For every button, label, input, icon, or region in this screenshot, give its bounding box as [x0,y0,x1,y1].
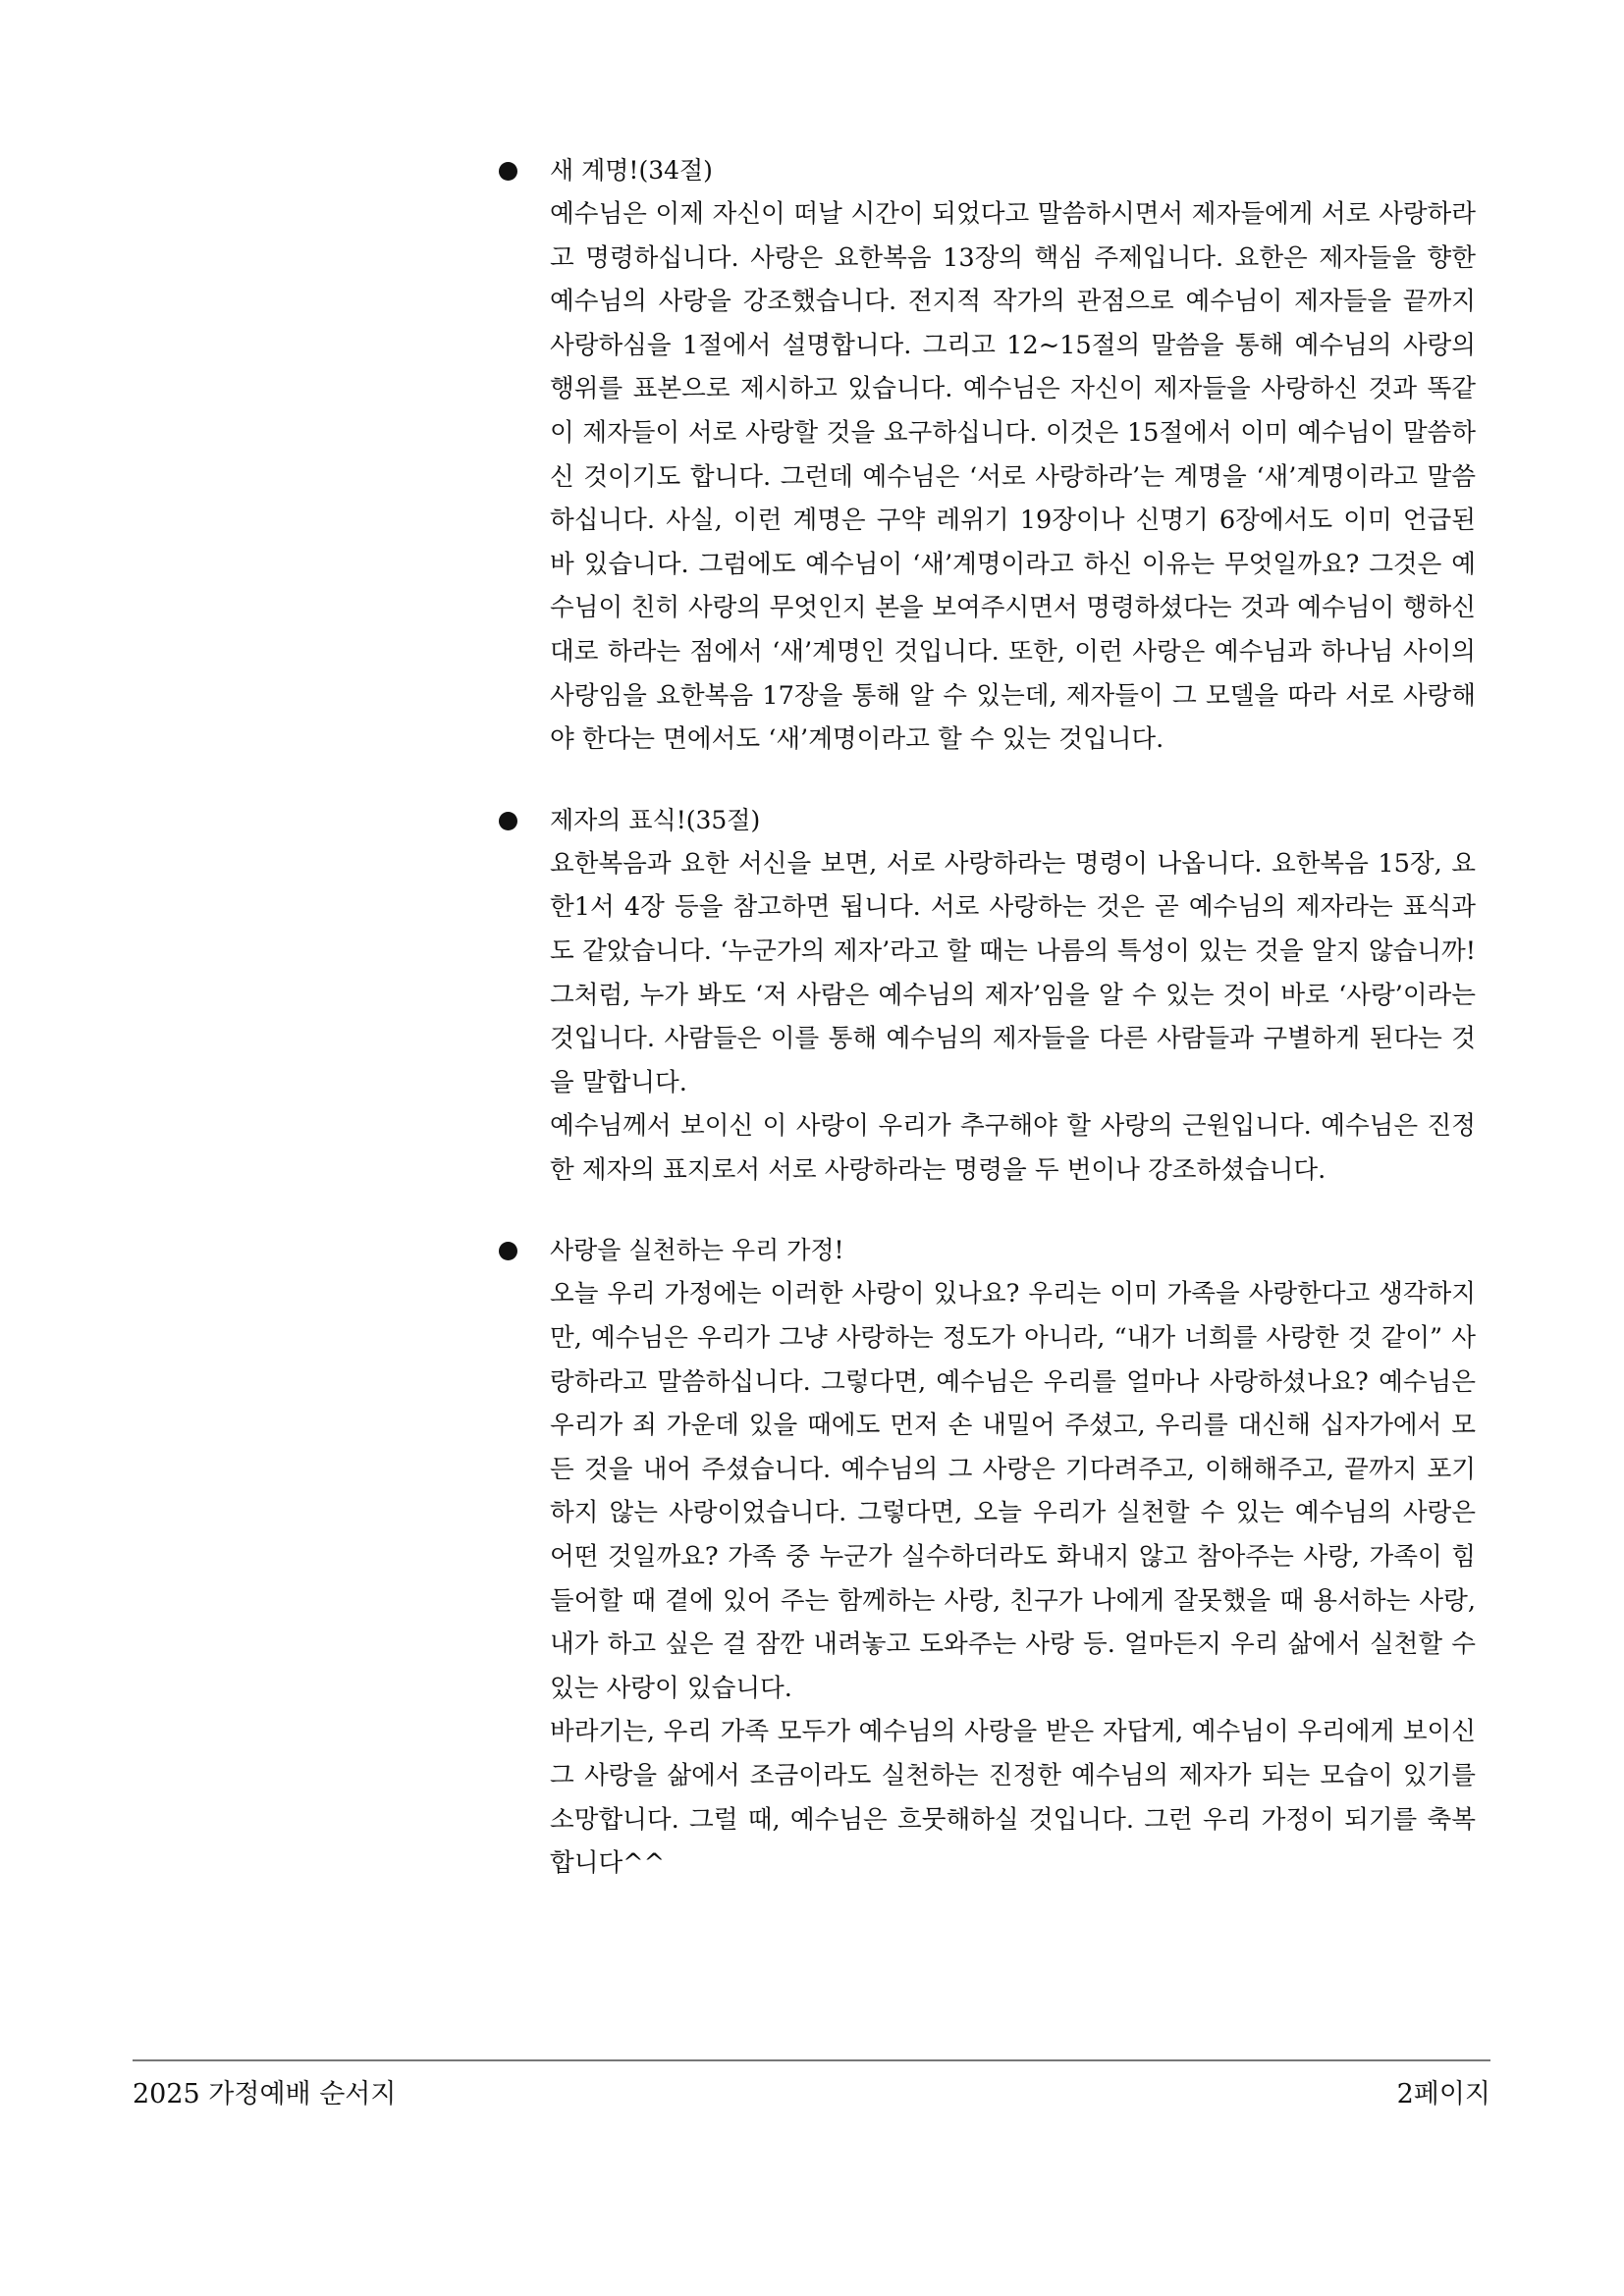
section-title: 새 계명!(34절) [550,156,713,185]
paragraph: 오늘 우리 가정에는 이러한 사랑이 있나요? 우리는 이미 가족을 사랑한다고 생각하지만, 예수님은 우리가 그냥 사랑하는 정도가 아니라, “내가 너희를 사랑한 것 같이” 사랑하라고 말씀하십니다. 그렇다면, 예수님은 우리를 얼마나 사랑하셨나요? 예수님은 우리가 죄 가운데 있을 때에도 먼저 손 내밀어 주셨고, 우리를 대신해 십자가에서 모든 것을 내어 주셨습니다. 예수님의 그 사랑은 기다려주고, 이해해주고, 끝까지 포기하지 않는 사랑이었습니다. 그렇다면, 오늘 우리가 실천할 수 있는 예수님의 사랑은 어떤 것일까요? 가족 중 누군가 실수하더라도 화내지 않고 참아주는 사랑, 가족이 힘들어할 때 곁에 있어 주는 함께하는 사랑, 친구가 나에게 잘못했을 때 용서하는 사랑, 내가 하고 싶은 걸 잠깐 내려놓고 도와주는 사랑 등. 얼마든지 우리 삶에서 실천할 수 있는 사랑이 있습니다. [550,1279,1476,1703]
section-new-commandment [499,149,1476,762]
footer-divider [133,2059,1490,2061]
bullet-icon [499,162,517,181]
bullet-icon [499,1242,517,1260]
paragraph: 요한복음과 요한 서신을 보면, 서로 사랑하라는 명령이 나옵니다. 요한복음 15장, 요한1서 4장 등을 참고하면 됩니다. 서로 사랑하는 것은 곧 예수님의 제자라는 표식과도 같았습니다. ‘누군가의 제자’라고 할 때는 나름의 특성이 있는 것을 알지 않습니까! 그처럼, 누가 봐도 ‘저 사람은 예수님의 제자’임을 알 수 있는 것이 바로 ‘사랑’이라는 것입니다. 사람들은 이를 통해 예수님의 제자들을 다른 사람들과 구별하게 된다는 것을 말합니다. [550,848,1476,1097]
document-body [499,149,1476,1923]
footer-page-number: 2페이지 [1396,2079,1490,2109]
paragraph: 예수님은 이제 자신이 떠날 시간이 되었다고 말씀하시면서 제자들에게 서로 사랑하라고 명령하십니다. 사랑은 요한복음 13장의 핵심 주제입니다. 요한은 제자들을 향한 예수님의 사랑을 강조했습니다. 전지적 작가의 관점으로 예수님이 제자들을 끝까지 사랑하심을 1절에서 설명합니다. 그리고 12~15절의 말씀을 통해 예수님의 사랑의 행위를 표본으로 제시하고 있습니다. 예수님은 자신이 제자들을 사랑하신 것과 똑같이 제자들이 서로 사랑할 것을 요구하십니다. 이것은 15절에서 이미 예수님이 말씀하신 것이기도 합니다. 그런데 예수님은 ‘서로 사랑하라’는 계명을 ‘새’계명이라고 말씀하십니다. 사실, 이런 계명은 구약 레위기 19장이나 신명기 6장에서도 이미 언급된 바 있습니다. 그럼에도 예수님이 ‘새’계명이라고 하신 이유는 무엇일까요? 그것은 예수님이 친히 사랑의 무엇인지 본을 보여주시면서 명령하셨다는 것과 예수님이 행하신 대로 하라는 점에서 ‘새’계명인 것입니다. 또한, 이런 사랑은 예수님과 하나님 사이의 사랑임을 요한복음 17장을 통해 알 수 있는데, 제자들이 그 모델을 따라 서로 사랑해야 한다는 면에서도 ‘새’계명이라고 할 수 있는 것입니다. [550,199,1476,755]
footer-document-title: 2025 가정예배 순서지 [133,2079,397,2109]
section-title: 제자의 표식!(35절) [550,805,761,834]
paragraph: 바라기는, 우리 가족 모두가 예수님의 사랑을 받은 자답게, 예수님이 우리에게 보이신 그 사랑을 삶에서 조금이라도 실천하는 진정한 예수님의 제자가 되는 모습이 있기를 소망합니다. 그럴 때, 예수님은 흐뭇해하실 것입니다. 그런 우리 가정이 되기를 축복합니다^^ [550,1717,1476,1879]
section-practicing-family [499,1229,1476,1885]
paragraph: 예수님께서 보이신 이 사랑이 우리가 추구해야 할 사랑의 근원입니다. 예수님은 진정한 제자의 표지로서 서로 사랑하라는 명령을 두 번이나 강조하셨습니다. [550,1111,1476,1185]
bullet-icon [499,812,517,830]
section-disciple-mark [499,799,1476,1193]
section-title: 사랑을 실천하는 우리 가정! [550,1236,844,1265]
